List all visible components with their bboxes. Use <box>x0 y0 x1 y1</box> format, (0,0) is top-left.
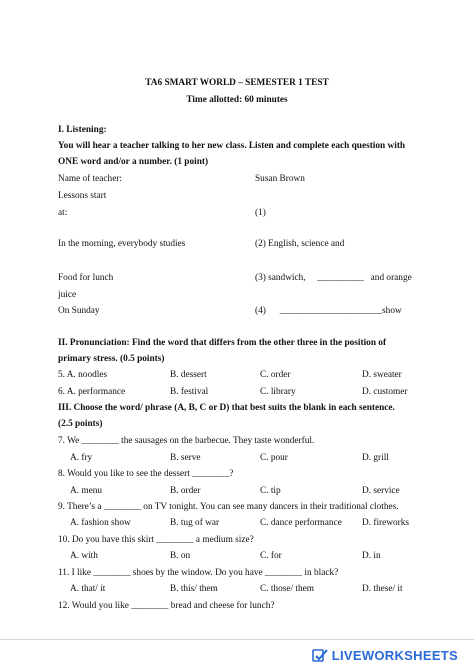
pronunciation-heading-2: primary stress. (0.5 points) <box>58 354 165 364</box>
time-allotted: Time allotted: 60 minutes <box>186 95 288 105</box>
question-7: 7. We ________ the sausages on the barbecue. They taste wonderful. <box>58 436 315 446</box>
q8-option-a: A. menu <box>70 486 103 496</box>
q6-option-d: D. customer <box>362 387 408 397</box>
question-9: 9. There’s a ________ on TV tonight. You can see many dancers in their traditional clothes. <box>58 502 399 512</box>
listening-label: juice <box>58 290 77 300</box>
q11-option-a: A. that/ it <box>70 584 106 594</box>
listening-instruction-1: You will hear a teacher talking to her new class. Listen and complete each question with <box>58 141 406 151</box>
listening-label: Food for lunch <box>58 273 114 283</box>
grammar-heading-2: (2.5 points) <box>58 419 103 429</box>
question-8: 8. Would you like to see the dessert ________? <box>58 469 234 479</box>
listening-blank-3: (3) sandwich, __________ and orange <box>255 273 412 283</box>
listening-instruction-2: ONE word and/or a number. (1 point) <box>58 157 209 167</box>
grammar-heading-1: III. Choose the word/ phrase (A, B, C or D) that best suits the blank in each sentence. <box>58 403 395 413</box>
q5-option-d: D. sweater <box>362 370 402 380</box>
q10-option-a: A. with <box>70 551 98 561</box>
q5-option-b: B. dessert <box>170 370 207 380</box>
q8-option-d: D. service <box>362 486 400 496</box>
listening-blank-1: (1) <box>255 208 266 218</box>
q10-option-b: B. on <box>170 551 191 561</box>
q11-option-b: B. this/ them <box>170 584 218 594</box>
q6-option-b: B. festival <box>170 387 209 397</box>
q6-option-c: C. library <box>260 387 296 397</box>
listening-label: at: <box>58 208 68 218</box>
listening-label: On Sunday <box>58 306 100 316</box>
q9-option-c: C. dance performance <box>260 518 342 528</box>
q9-option-a: A. fashion show <box>70 518 131 528</box>
q10-option-d: D. in <box>362 551 381 561</box>
q8-option-b: B. order <box>170 486 201 496</box>
listening-label: In the morning, everybody studies <box>58 239 186 249</box>
question-12: 12. Would you like ________ bread and cheese for lunch? <box>58 601 275 611</box>
q6-option-a: 6. A. performance <box>58 387 126 397</box>
footer-bar <box>0 639 474 669</box>
q5-option-c: C. order <box>260 370 291 380</box>
listening-blank-2: (2) English, science and <box>255 239 345 249</box>
test-title: TA6 SMART WORLD – SEMESTER 1 TEST <box>145 78 329 88</box>
q7-option-c: C. pour <box>260 453 288 463</box>
q9-option-b: B. tug of war <box>170 518 220 528</box>
q10-option-c: C. for <box>260 551 282 561</box>
liveworksheets-brand[interactable] <box>312 648 458 663</box>
q11-option-d: D. these/ it <box>362 584 403 594</box>
q8-option-c: C. tip <box>260 486 281 496</box>
listening-label: Name of teacher: <box>58 174 123 184</box>
liveworksheets-logo-icon <box>312 649 328 662</box>
listening-heading: I. Listening: <box>58 125 107 135</box>
q11-option-c: C. those/ them <box>260 584 314 594</box>
question-11: 11. I like ________ shoes by the window. Do you have ________ in black? <box>58 568 339 578</box>
q7-option-a: A. fry <box>70 453 93 463</box>
q5-option-a: 5. A. noodles <box>58 370 108 380</box>
q7-option-d: D. grill <box>362 453 389 463</box>
listening-value: Susan Brown <box>255 174 305 184</box>
brand-text: LIVEWORKSHEETS <box>331 648 458 663</box>
pronunciation-heading-1: II. Pronunciation: Find the word that differs from the other three in the position of <box>58 338 387 348</box>
q9-option-d: D. fireworks <box>362 518 409 528</box>
q7-option-b: B. serve <box>170 453 201 463</box>
listening-blank-4: (4) ______________________show <box>255 306 402 316</box>
listening-label: Lessons start <box>58 191 107 201</box>
question-10: 10. Do you have this skirt ________ a medium size? <box>58 535 254 545</box>
